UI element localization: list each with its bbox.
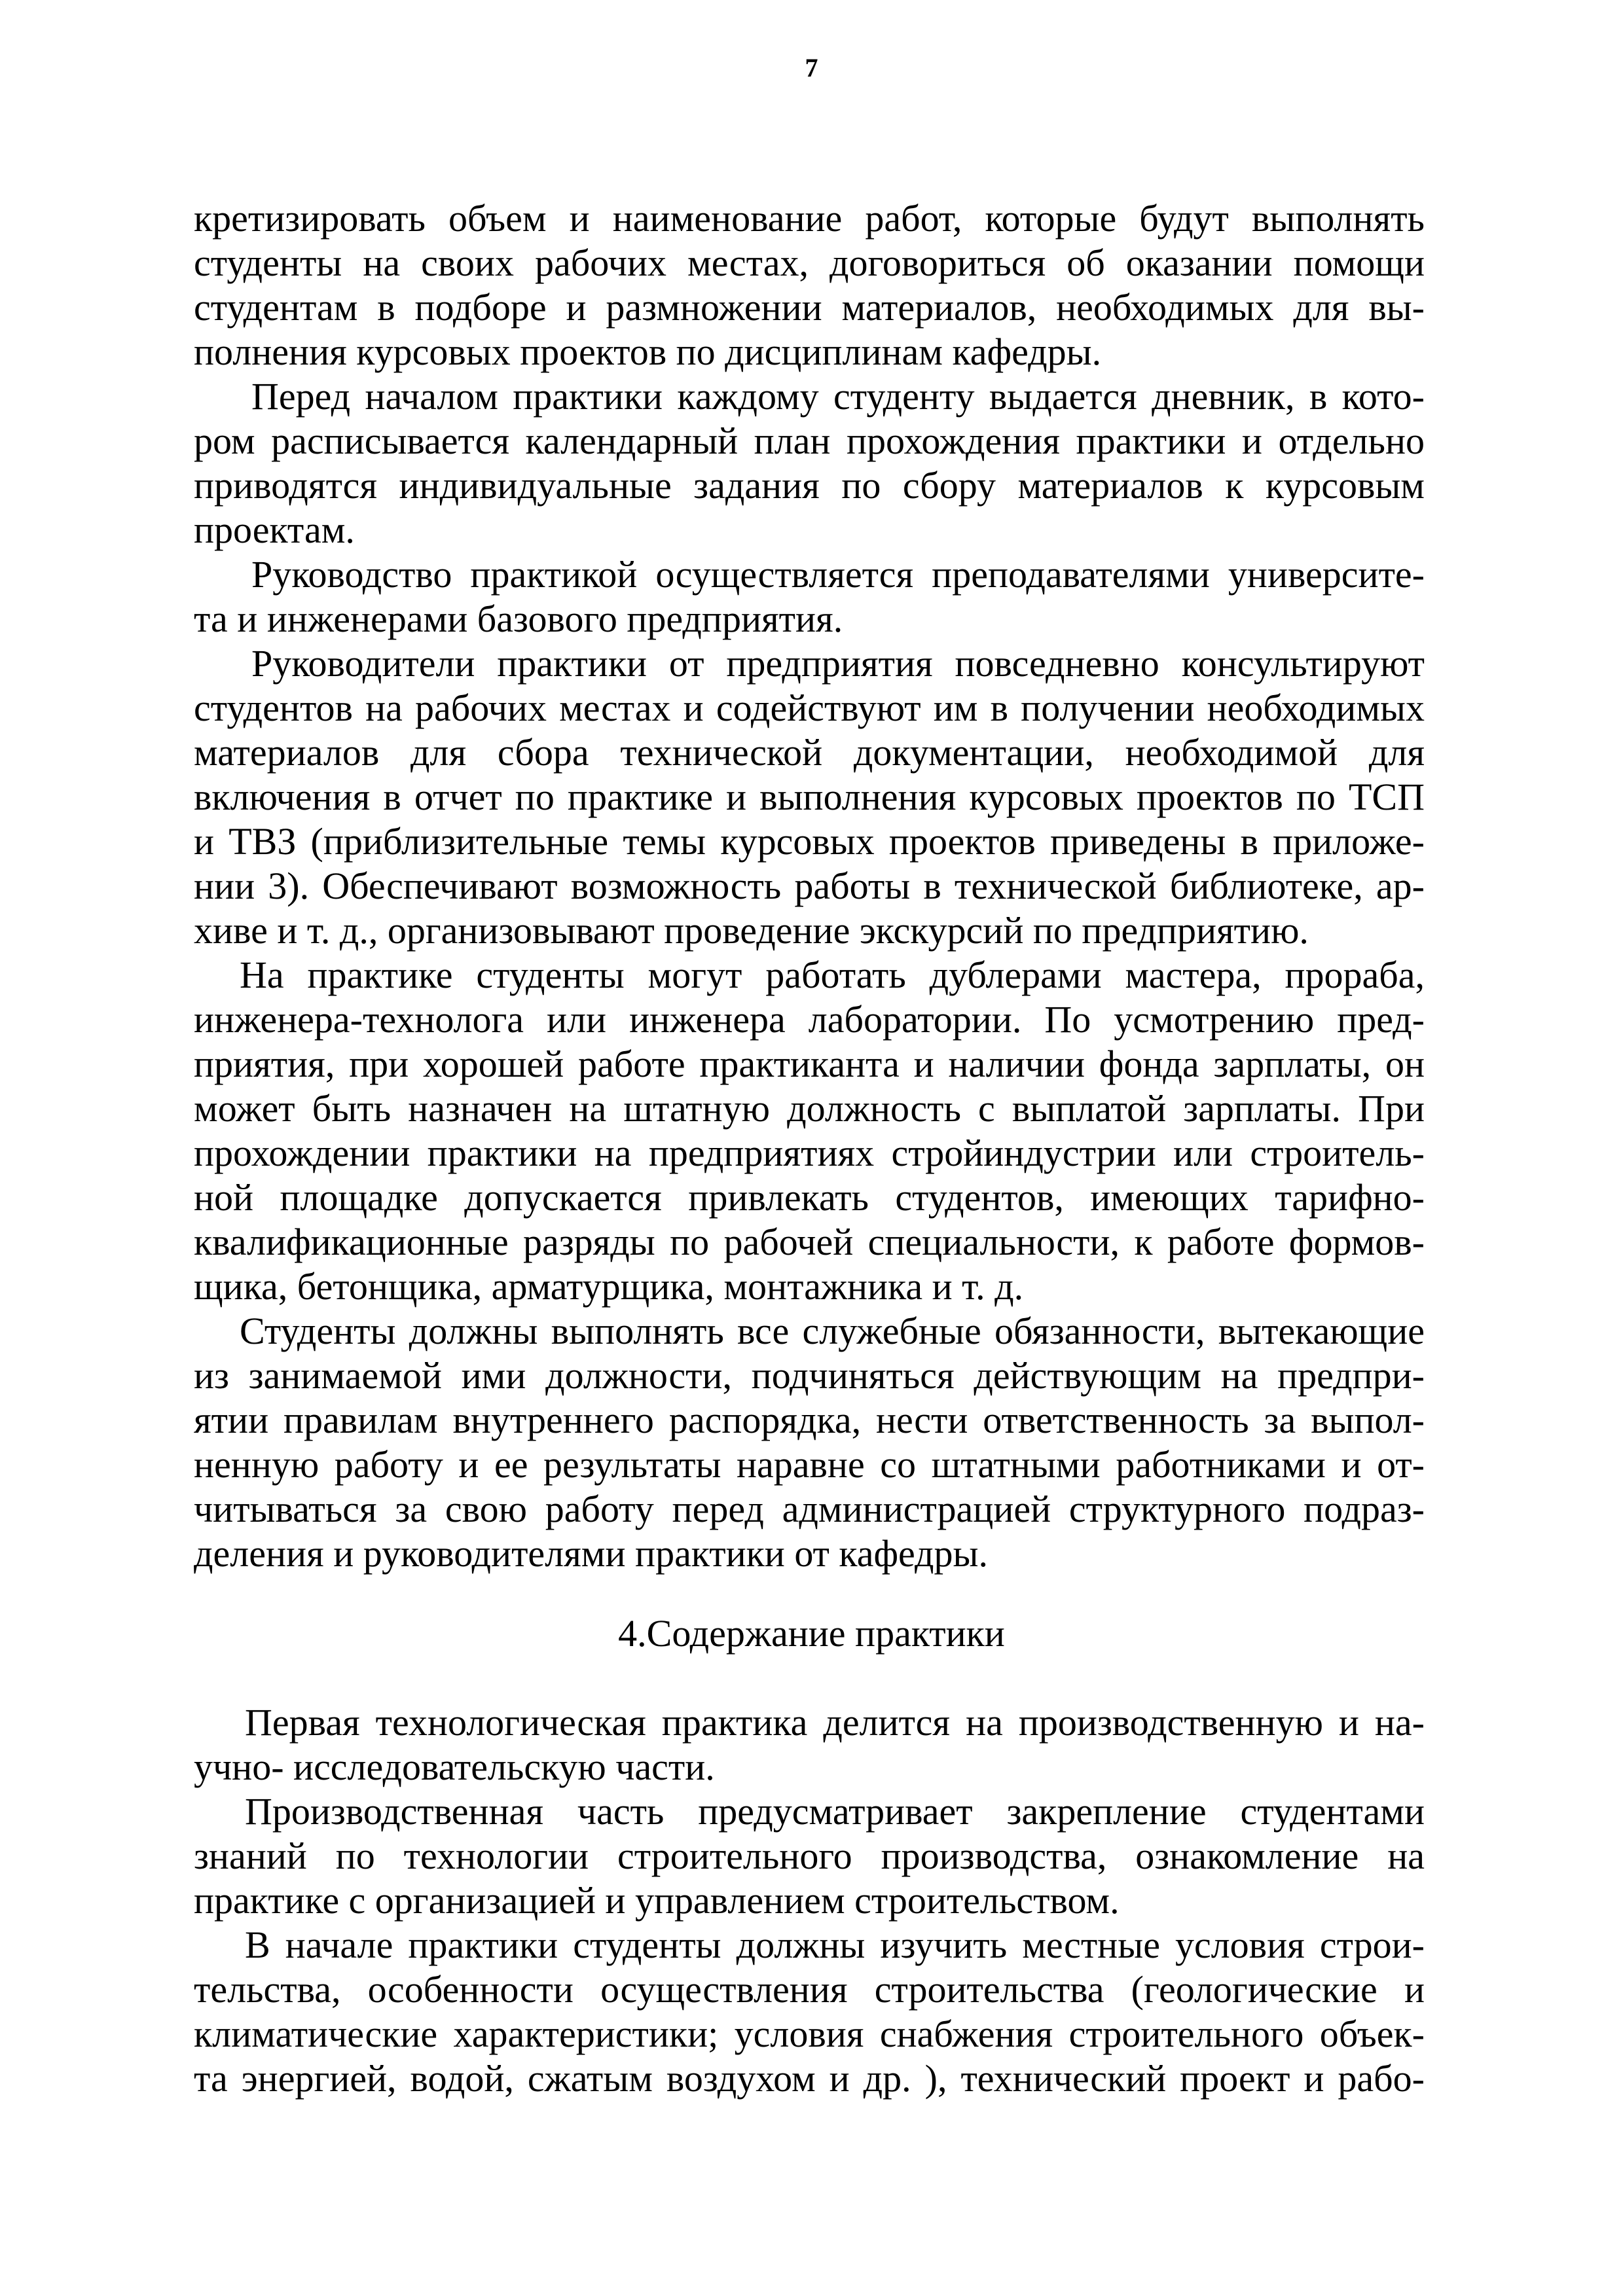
text-line: та и инженерами базового предприятия. — [194, 598, 843, 640]
paragraph — [194, 1923, 1425, 2101]
paragraph — [194, 1309, 1425, 1576]
text-line: Производственная часть предусматривает закрепление студентами — [245, 1790, 1425, 1833]
text-line: нии 3). Обеспечивают возможность работы в технической библиотеке, ар- — [194, 865, 1425, 907]
text-line: инженера-технолога или инженера лаборатории. По усмотрению пред- — [194, 998, 1425, 1041]
text-line: полнения курсовых проектов по дисциплинам кафедры. — [194, 331, 1102, 373]
text-line: и ТВЗ (приблизительные темы курсовых проектов приведены в приложе- — [194, 820, 1425, 863]
text-line: ненную работу и ее результаты наравне со штатными работниками и от- — [194, 1443, 1425, 1486]
paragraph — [194, 953, 1425, 1309]
text-line: читываться за свою работу перед администрацией структурного подраз- — [194, 1488, 1425, 1530]
text-line: проектам. — [194, 509, 355, 551]
text-line: деления и руководителями практики от кафедры. — [194, 1532, 988, 1575]
text-line: Студенты должны выполнять все служебные обязанности, вытекающие — [240, 1310, 1425, 1352]
paragraph — [194, 1700, 1425, 1789]
text-line: практике с организацией и управлением строительством. — [194, 1879, 1120, 1922]
text-line: щика, бетонщика, арматурщика, монтажника и т. д. — [194, 1265, 1024, 1308]
text-line: В начале практики студенты должны изучить местные условия строи- — [245, 1924, 1425, 1966]
text-line: квалификационные разряды по рабочей специальности, к работе формов- — [194, 1221, 1425, 1263]
text-line: ятии правилам внутреннего распорядка, нести ответственность за выпол- — [194, 1399, 1425, 1441]
paragraph — [194, 196, 1425, 374]
text-line: Перед началом практики каждому студенту выдается дневник, в кото- — [251, 375, 1425, 418]
text-line: Руководители практики от предприятия повседневно консультируют — [251, 642, 1425, 685]
text-line: знаний по технологии строительного производства, ознакомление на — [194, 1835, 1425, 1877]
text-line: Первая технологическая практика делится на производственную и на- — [245, 1701, 1425, 1744]
text-line: кретизировать объем и наименование работ, которые будут выполнять — [194, 197, 1425, 240]
text-line: хиве и т. д., организовывают проведение экскурсий по предприятию. — [194, 909, 1309, 952]
paragraph — [194, 374, 1425, 552]
text-line: та энергией, водой, сжатым воздухом и др. ), технический проект и рабо- — [194, 2057, 1425, 2100]
text-line: приводятся индивидуальные задания по сбору материалов к курсовым — [194, 464, 1425, 507]
text-line: студенты на своих рабочих местах, договориться об оказании помощи — [194, 242, 1425, 284]
text-line: учно- исследовательскую части. — [194, 1746, 715, 1788]
text-line: студентам в подборе и размножении материалов, необходимых для вы- — [194, 286, 1425, 329]
text-line: ной площадке допускается привлекать студентов, имеющих тарифно- — [194, 1176, 1425, 1219]
text-line: Руководство практикой осуществляется преподавателями университе- — [251, 553, 1425, 596]
text-line: тельства, особенности осуществления строительства (геологические и — [194, 1968, 1425, 2011]
text-line: может быть назначен на штатную должность с выплатой зарплаты. При — [194, 1087, 1425, 1130]
text-line: климатические характеристики; условия снабжения строительного объек- — [194, 2013, 1425, 2055]
page-number: 7 — [805, 53, 818, 82]
paragraph — [194, 1789, 1425, 1923]
text-line: включения в отчет по практике и выполнения курсовых проектов по ТСП — [194, 776, 1425, 818]
paragraph — [194, 552, 1425, 641]
text-line: материалов для сбора технической документации, необходимой для — [194, 731, 1425, 774]
text-line: прохождении практики на предприятиях стройиндустрии или строитель- — [194, 1132, 1425, 1174]
paragraph — [194, 641, 1425, 953]
text-line: На практике студенты могут работать дублерами мастера, прораба, — [240, 954, 1425, 996]
text-line: ром расписывается календарный план прохождения практики и отдельно — [194, 420, 1425, 462]
text-line: студентов на рабочих местах и содействуют им в получении необходимых — [194, 687, 1425, 729]
section-heading: 4.Содержание практики — [618, 1612, 1005, 1655]
text-line: приятия, при хорошей работе практиканта и наличии фонда зарплаты, он — [194, 1043, 1425, 1085]
text-line: из занимаемой ими должности, подчиняться действующим на предпри- — [194, 1354, 1425, 1397]
